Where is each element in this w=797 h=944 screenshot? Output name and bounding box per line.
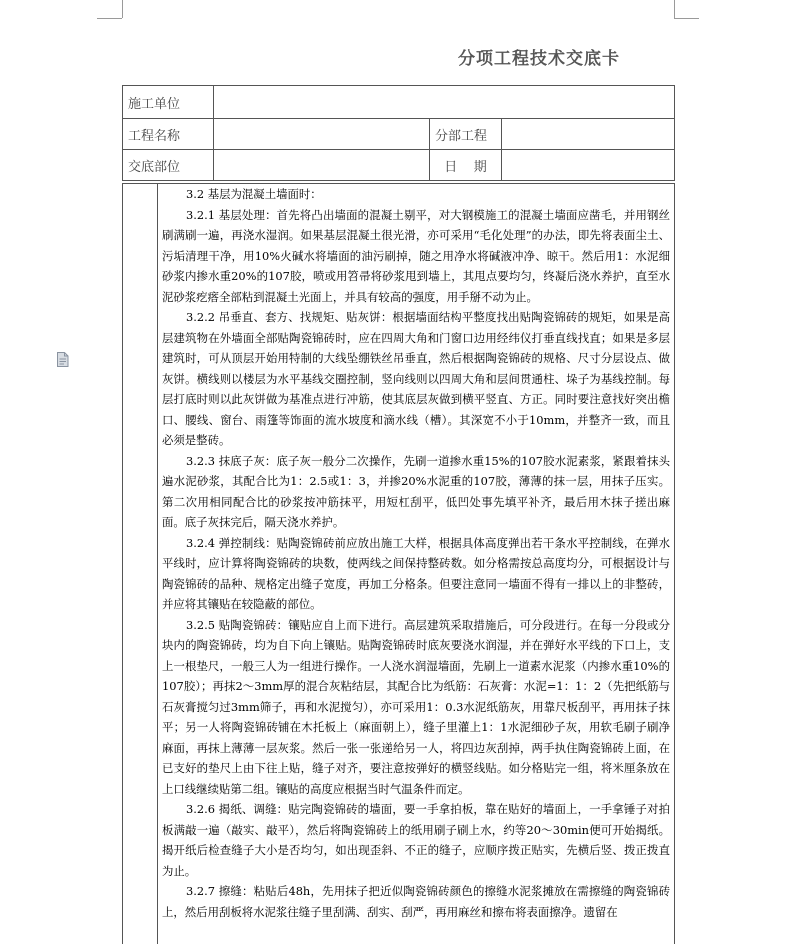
paragraph-3-2-5: 3.2.5 贴陶瓷锦砖：镶贴应自上而下进行。高层建筑采取措施后，可分段进行。在每一分段或分块内的陶瓷锦砖，均为自下向上镶贴。贴陶瓷锦砖时底灰要浇水润湿，并在弹好水平线的下口上，支上一根垫尺，一般三人为一组进行操作。一人浇水润湿墙面，先刷上一道素水泥浆（内掺水重10%的107胶）；再抹2～3mm厚的混合灰粘结层，其配合比为纸筋：石灰膏：水泥=1：1：2（先把纸筋与石灰膏搅匀过3mm筛子，再和水泥搅匀），亦可采用1：0.3水泥纸筋灰，用靠尺板刮平，再用抹子抹平；另一人将陶瓷锦砖铺在木托板上（麻面朝上），缝子里灌上1：1水泥细砂子灰，用软毛刷子刷净麻面，再抹上薄薄一层灰浆。然后一张一张递给另一人，将四边灰刮掉，两手执住陶瓷锦砖上面，在已支好的垫尺上由下往上贴，缝子对齐，要注意按弹好的横竖线贴。如分格贴完一组，将米厘条放在上口线继续贴第二组。镶贴的高度应根据当时气温条件而定。 <box>162 617 670 796</box>
crop-mark-top-left-h <box>97 18 122 19</box>
paragraph-3-2-1: 3.2.1 基层处理：首先将凸出墙面的混凝土剔平，对大钢模施工的混凝土墙面应凿毛，并用钢丝刷满刷一遍，再浇水湿润。如果基层混凝土很光滑，亦可采用“毛化处理”的办法，即先将表面尘土、污垢清理干净，用10%火碱水将墙面的油污刷掉，随之用净水将碱液冲净、晾干。然后用1：水泥细砂浆内掺水重20%的107胶，喷或用笤帚将砂浆甩到墙上，其甩点要均匀，终凝后浇水养护，直至水泥砂浆疙瘩全部粘到混凝土光面上，并具有较高的强度，用手掰不动为止。 <box>162 207 670 304</box>
table-row <box>123 119 675 150</box>
body-text <box>162 184 670 922</box>
sub-project-value[interactable] <box>502 119 675 150</box>
construction-unit-label: 施工单位 <box>123 86 214 119</box>
header-table <box>122 85 675 181</box>
paragraph-3-2-6: 3.2.6 揭纸、调缝：贴完陶瓷锦砖的墙面，要一手拿拍板，靠在贴好的墙面上，一手拿锤子对拍板满敲一遍（敲实、敲平），然后将陶瓷锦砖上的纸用刷子刷上水，约等20～30min便可开始揭纸。揭开纸后检查缝子大小是否均匀，如出现歪斜、不正的缝子，应顺序拨正贴实，先横后竖、拨正拨直为止。 <box>162 802 670 878</box>
sub-project-label: 分部工程 <box>430 119 502 150</box>
section-heading: 3.2 基层为混凝土墙面时： <box>186 187 322 201</box>
paragraph-3-2-4: 3.2.4 弹控制线：贴陶瓷锦砖前应放出施工大样，根据具体高度弹出若干条水平控制线，在弹水平线时，应计算将陶瓷锦砖的块数，使两线之间保持整砖数。如分格需按总高度均分，可根据设计与陶瓷锦砖的品种、规格定出缝子宽度，再加工分格条。但要注意同一墙面不得有一排以上的非整砖，并应将其镶贴在较隐蔽的部位。 <box>162 535 670 611</box>
project-name-value[interactable] <box>214 119 430 150</box>
disclosure-part-value[interactable] <box>214 150 430 181</box>
table-row <box>123 86 675 119</box>
project-name-label: 工程名称 <box>123 119 214 150</box>
paragraph-3-2-2: 3.2.2 吊垂直、套方、找规矩、贴灰饼：根据墙面结构平整度找出贴陶瓷锦砖的规矩，如果是高层建筑物在外墙面全部贴陶瓷锦砖时，应在四周大角和门窗口边用经纬仪打垂直线找直；如果是多层建筑时，可从顶层开始用特制的大线坠绷铁丝吊垂直，然后根据陶瓷锦砖的规格、尺寸分层设点、做灰饼。横线则以楼层为水平基线交圈控制，竖向线则以四周大角和层间贯通柱、垛子为基线控制。每层打底时则以此灰饼做为基准点进行冲筋，使其底层灰做到横平竖直、方正。同时要注意找好突出檐口、腰线、窗台、雨篷等饰面的流水坡度和滴水线（槽）。其深宽不小于10mm，并整齐一致，而且必须是整砖。 <box>162 310 670 447</box>
date-value[interactable] <box>502 150 675 181</box>
paragraph-3-2-7: 3.2.7 擦缝：粘贴后48h，先用抹子把近似陶瓷锦砖颜色的擦缝水泥浆摊放在需擦缝的陶瓷锦砖上，然后用刮板将水泥浆往缝子里刮满、刮实、刮严，再用麻丝和擦布将表面擦净。遗留在 <box>162 884 670 919</box>
left-column-divider <box>157 184 158 944</box>
paragraph-3-2-3: 3.2.3 抹底子灰：底子灰一般分二次操作，先刷一道掺水重15%的107胶水泥素浆，紧跟着抹头遍水泥砂浆，其配合比为1：2.5或1：3，并掺20%水泥重的107胶，薄薄的抹一层，用抹子压实。第二次用相同配合比的砂浆按冲筋抹平，用短杠刮平，低凹处事先填平补齐，最后用木抹子搓出麻面。底子灰抹完后，隔天浇水养护。 <box>162 453 670 529</box>
document-icon[interactable] <box>56 352 69 367</box>
crop-mark-top-right-h <box>674 18 699 19</box>
construction-unit-value[interactable] <box>214 86 675 119</box>
disclosure-part-label: 交底部位 <box>123 150 214 181</box>
page-title: 分项工程技术交底卡 <box>458 49 620 69</box>
date-label: 日 期 <box>430 150 502 181</box>
crop-mark-top-left-v <box>122 0 123 18</box>
table-row <box>123 150 675 181</box>
crop-mark-top-right-v <box>674 0 675 18</box>
